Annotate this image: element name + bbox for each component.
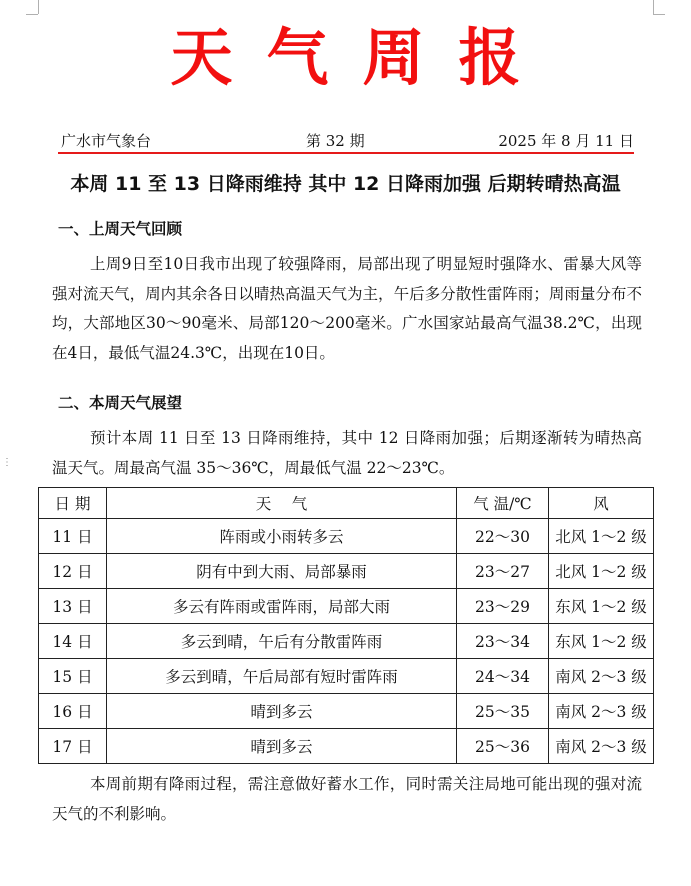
cell-wind: 南风 2～3 级 [549,659,654,694]
cell-wind: 南风 2～3 级 [549,694,654,729]
section-body-review: 上周9日至10日我市出现了较强降雨，局部出现了明显短时强降水、雷暴大风等强对流天气，周内其余各日以晴热高温天气为主，午后多分散性雷阵雨；周雨量分布不均，大部地区30～90毫米、局部120～200毫米。广水国家站最高气温38.2℃，出现在4日，最低气温24.3℃，出现在10日。 [52,255,642,362]
cell-weather: 多云有阵雨或雷阵雨，局部大雨 [107,589,457,624]
cell-day: 11 日 [39,519,107,554]
table-row [39,624,654,659]
cell-temp: 25～36 [457,729,549,764]
table-row [39,519,654,554]
section-title-review: 一、上周天气回顾 [58,219,183,238]
drag-handle-icon[interactable]: ⋮ [2,457,12,468]
page-corner-mark [38,0,39,14]
page-corner-mark [653,14,665,15]
issuing-department: 广水市气象台 [61,132,152,150]
closing-note: 本周前期有降雨过程，需注意做好蓄水工作，同时需关注局地可能出现的强对流天气的不利影响。 [52,775,642,823]
cell-day: 15 日 [39,659,107,694]
cell-wind: 东风 1～2 级 [549,624,654,659]
cell-day: 16 日 [39,694,107,729]
cell-day: 17 日 [39,729,107,764]
cell-wind: 南风 2～3 级 [549,729,654,764]
section-title-outlook: 二、本周天气展望 [58,393,183,412]
cell-temp: 25～35 [457,694,549,729]
header-day: 日 期 [39,488,107,519]
table-row [39,554,654,589]
cell-weather: 晴到多云 [107,729,457,764]
cell-wind: 北风 1～2 级 [549,519,654,554]
cell-wind: 东风 1～2 级 [549,589,654,624]
cell-weather: 阴有中到大雨、局部暴雨 [107,554,457,589]
cell-temp: 24～34 [457,659,549,694]
forecast-table [38,487,654,764]
issue-line [58,128,634,152]
header-temp: 气 温/℃ [457,488,549,519]
cell-temp: 23～34 [457,624,549,659]
table-row [39,694,654,729]
cell-day: 12 日 [39,554,107,589]
header-wind: 风 [549,488,654,519]
cell-day: 13 日 [39,589,107,624]
issue-date: 2025 年 8 月 11 日 [498,132,634,150]
table-header-row [39,488,654,519]
cell-temp: 23～27 [457,554,549,589]
cell-temp: 22～30 [457,519,549,554]
section-body-outlook: 预计本周 11 日至 13 日降雨维持，其中 12 日降雨加强；后期逐渐转为晴热高温天气。周最高气温 35～36℃，周最低气温 22～23℃。 [52,429,642,477]
cell-weather: 多云到晴，午后有分散雷阵雨 [107,624,457,659]
masthead-title: 天气周报 [170,21,555,94]
page-corner-mark [653,0,654,14]
red-divider [58,152,634,154]
cell-weather: 晴到多云 [107,694,457,729]
header-weather: 天 气 [107,488,457,519]
table-row [39,729,654,764]
cell-weather: 阵雨或小雨转多云 [107,519,457,554]
cell-temp: 23～29 [457,589,549,624]
cell-day: 14 日 [39,624,107,659]
table-row [39,589,654,624]
cell-weather: 多云到晴，午后局部有短时雷阵雨 [107,659,457,694]
table-row [39,659,654,694]
cell-wind: 北风 1～2 级 [549,554,654,589]
page-corner-mark [26,14,38,15]
headline: 本周 11 至 13 日降雨维持 其中 12 日降雨加强 后期转晴热高温 [70,173,621,195]
issue-number: 第 32 期 [306,132,365,150]
